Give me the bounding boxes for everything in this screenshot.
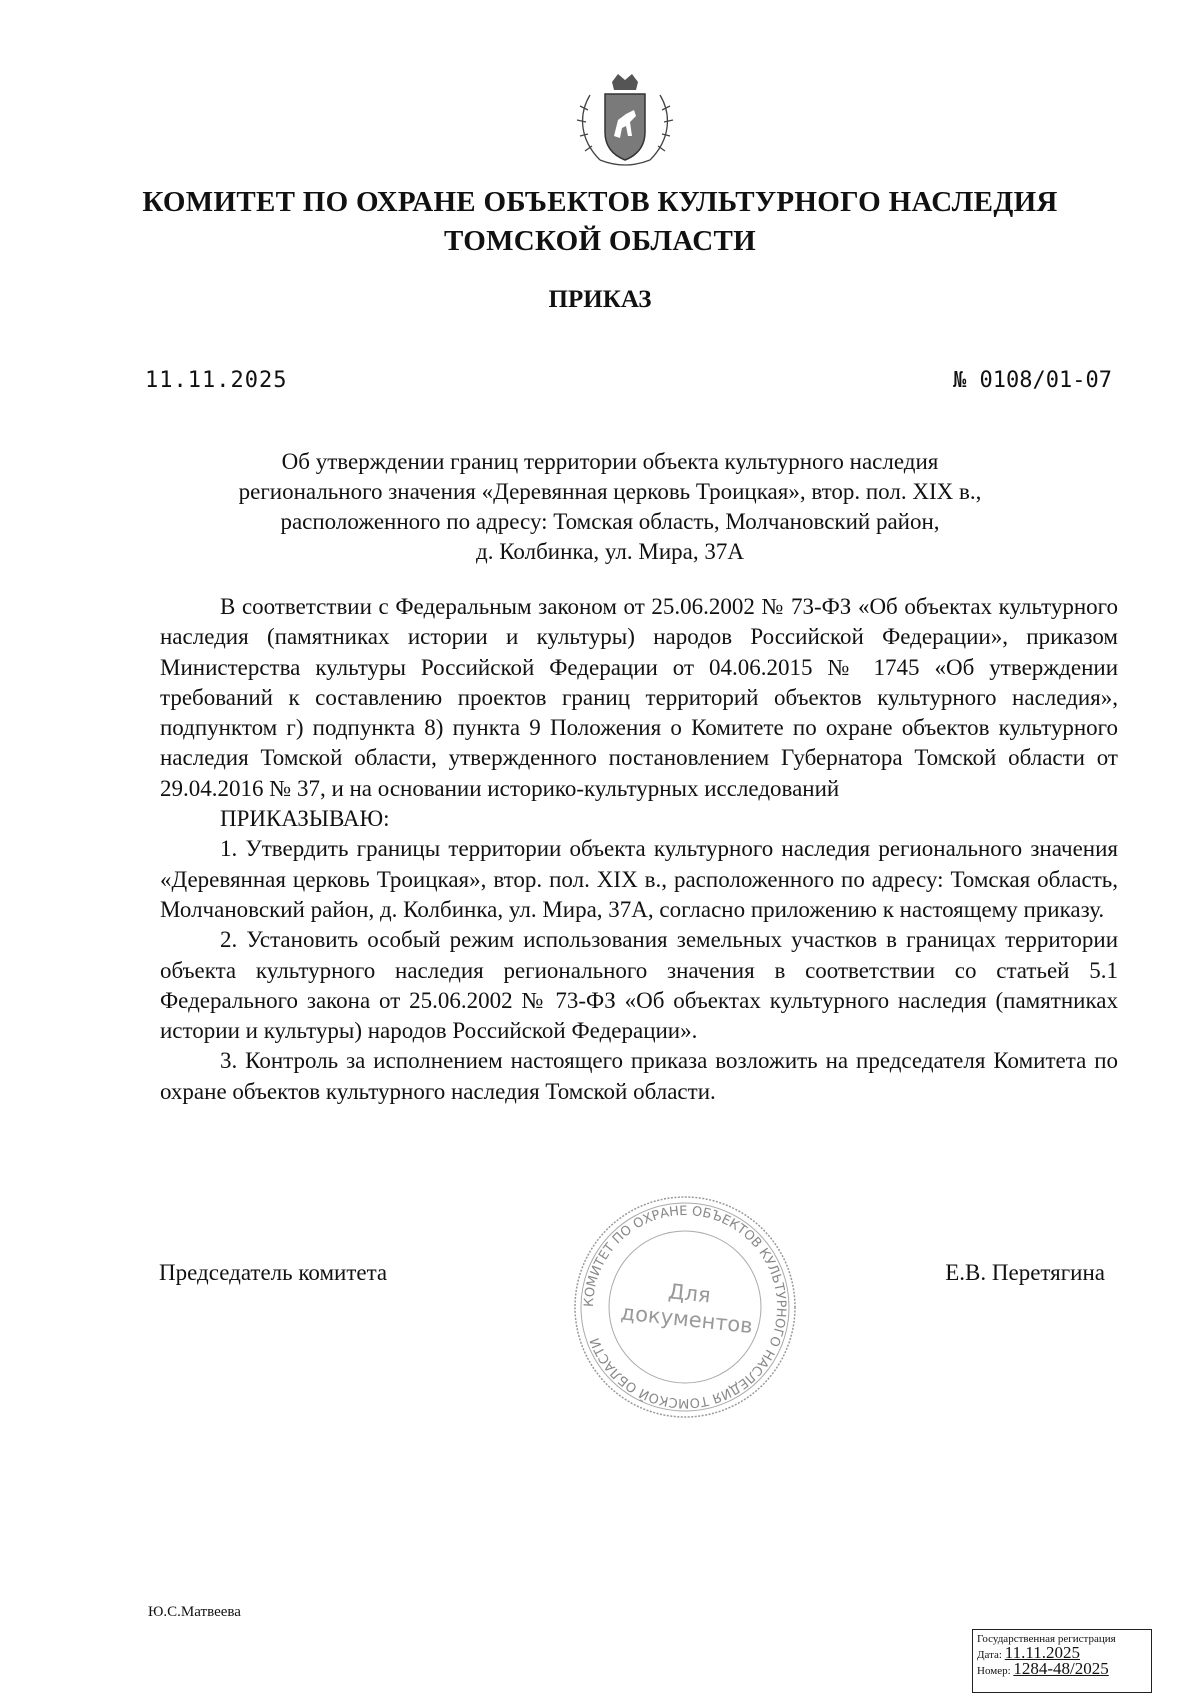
order-word: ПРИКАЗЫВАЮ: xyxy=(220,806,390,832)
organization-name-line-2: ТОМСКОЙ ОБЛАСТИ xyxy=(444,225,756,257)
organization-name-line-1: КОМИТЕТ ПО ОХРАНЕ ОБЪЕКТОВ КУЛЬТУРНОГО НАСЛЕДИЯ xyxy=(142,186,1058,218)
subject-line: расположенного по адресу: Томская область, Молчановский район, xyxy=(280,509,940,534)
tomsk-coat-of-arms-icon xyxy=(570,70,680,170)
registration-date-label: Дата: xyxy=(977,1649,1002,1661)
signatory-role: Председатель комитета xyxy=(159,1260,388,1285)
document-number: № 0108/01-07 xyxy=(953,368,1112,393)
signatory-name: Е.В. Перетягина xyxy=(945,1260,1105,1285)
document-body xyxy=(160,592,1118,1107)
subject-line: Об утверждении границ территории объекта культурного наследия xyxy=(281,449,939,474)
registration-number-label: Номер: xyxy=(977,1665,1011,1677)
order-item: 2. Установить особый режим использования земельных участков в границах территории объекта культурного наследия регионального значения в соответствии со статьей 5.1 Федерального закона от 25.06.2002 № 73-ФЗ «Об объектах культурного наследия (памятниках истории и культуры) народов Российской Федерации». xyxy=(160,927,1118,1044)
executor-name: Ю.С.Матвеева xyxy=(148,1604,241,1620)
stamp-center-line-2: документов xyxy=(619,1300,754,1339)
subject-line: д. Колбинка, ул. Мира, 37А xyxy=(476,539,744,564)
subject-line: регионального значения «Деревянная церковь Троицкая», втор. пол. XIX в., xyxy=(238,479,982,504)
preamble-paragraph: В соответствии с Федеральным законом от 25.06.2002 № 73-ФЗ «Об объектах культурного наследия (памятниках истории и культуры) народов Российской Федерации», приказом Министерства культуры Российской Федерации от 04.06.2015 № 1745 «Об утверждении требований к составлению проектов границ территорий объектов культурного наследия», подпунктом г) подпункта 8) пункта 9 Положения о Комитете по охране объектов культурного наследия Томской области, утвержденного постановлением Губернатора Томской области от 29.04.2016 № 37, и на основании историко-культурных исследований xyxy=(160,594,1118,801)
registration-number: 1284-48/2025 xyxy=(1013,1659,1109,1678)
registration-date: 11.11.2025 xyxy=(1004,1643,1080,1662)
document-date: 11.11.2025 xyxy=(145,368,288,393)
document-type: ПРИКАЗ xyxy=(548,286,652,313)
stamp-outer-text: КОМИТЕТ ПО ОХРАНЕ ОБЪЕКТОВ КУЛЬТУРНОГО НАСЛЕДИЯ ТОМСКОЙ ОБЛАСТИ xyxy=(581,1203,789,1411)
registration-title: Государственная регистрация xyxy=(977,1633,1116,1645)
stamp-center-line-1: Для xyxy=(667,1279,712,1308)
order-item: 3. Контроль за исполнением настоящего приказа возложить на председателя Комитета по охране объектов культурного наследия Томской области. xyxy=(160,1048,1118,1104)
official-stamp xyxy=(570,1192,800,1422)
order-item: 1. Утвердить границы территории объекта культурного наследия регионального значения «Деревянная церковь Троицкая», втор. пол. XIX в., расположенного по адресу: Томская область, Молчановский район, д. Колбинка, ул. Мира, 37А, согласно приложению к настоящему приказу. xyxy=(160,836,1118,922)
document-subject xyxy=(160,447,1060,567)
registration-box xyxy=(972,1629,1152,1693)
